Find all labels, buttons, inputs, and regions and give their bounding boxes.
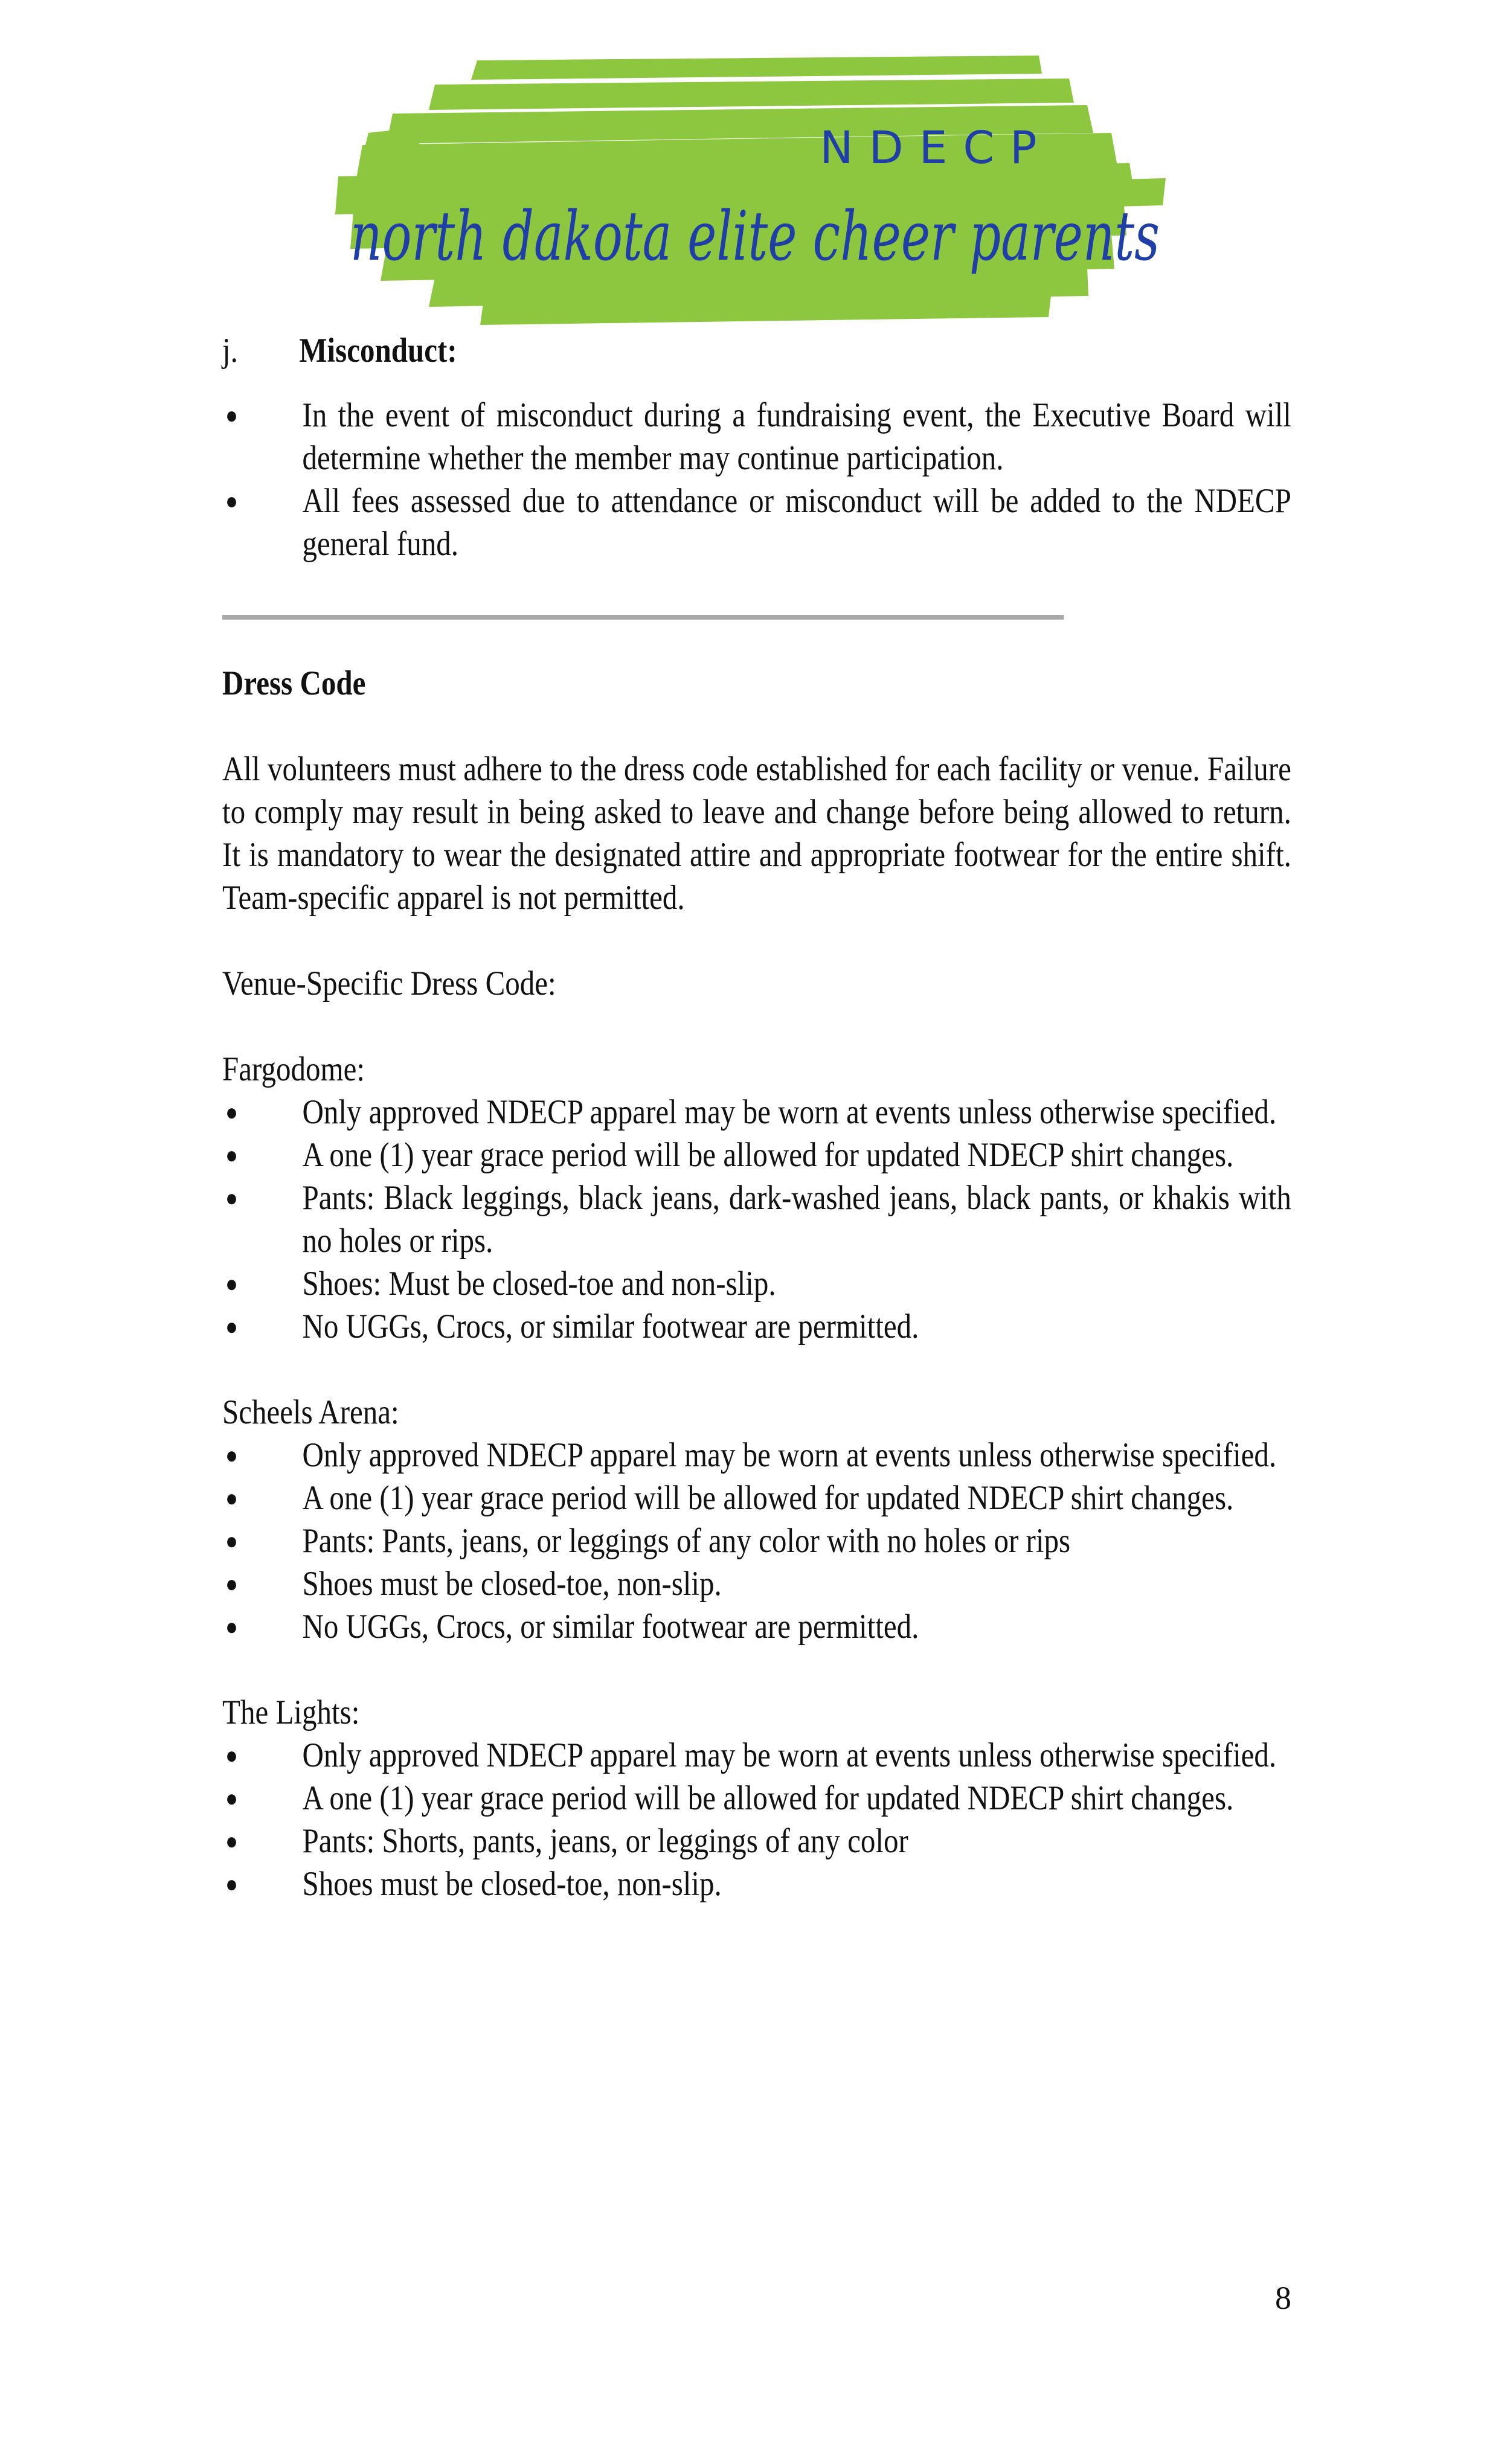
- bullet-icon: ●: [225, 487, 238, 515]
- bullet-icon: ●: [225, 1742, 238, 1769]
- bullet-icon: ●: [225, 1442, 238, 1469]
- list-item-text: Pants: Shorts, pants, jeans, or leggings of any color: [302, 1822, 908, 1860]
- list-item-text: All fees assessed due to attendance or misconduct will be added to the NDECP general fund.: [302, 482, 1291, 563]
- list-item: [222, 1091, 1291, 1134]
- horizontal-divider: [222, 615, 1064, 620]
- venue-specific-label: Venue-Specific Dress Code:: [222, 964, 556, 1003]
- logo-script-text: north dakota elite cheer parents: [350, 197, 1160, 276]
- dress-code-intro: All volunteers must adhere to the dress code established for each facility or venue. Failure to comply may result in being asked to leave and change before being allowed to return. It is mandatory to wear the designated attire and appropriate footwear for the entire shift. Team-specific apparel is not permitted.: [222, 750, 1291, 917]
- list-item: [222, 1134, 1291, 1176]
- bullet-icon: ●: [225, 1484, 238, 1512]
- list-item-text: A one (1) year grace period will be allowed for updated NDECP shirt changes.: [302, 1136, 1234, 1174]
- divider-area: [222, 565, 1291, 662]
- bullet-icon: ●: [225, 1785, 238, 1812]
- list-item: [222, 1820, 1291, 1862]
- list-item: [222, 394, 1291, 480]
- list-item: [222, 1434, 1291, 1477]
- list-item-text: Pants: Pants, jeans, or leggings of any color with no holes or rips: [302, 1522, 1071, 1560]
- venue-name-scheels-arena: Scheels Arena:: [222, 1393, 399, 1431]
- venue-name-fargodome: Fargodome:: [222, 1050, 365, 1088]
- list-item-text: Shoes: Must be closed-toe and non-slip.: [302, 1265, 776, 1303]
- bullet-icon: ●: [225, 1184, 238, 1211]
- list-item-text: Only approved NDECP apparel may be worn at events unless otherwise specified.: [302, 1093, 1277, 1131]
- misconduct-heading-row: [222, 329, 1291, 372]
- logo-graphic: [326, 42, 1184, 344]
- bullet-icon: ●: [225, 1613, 238, 1640]
- bullet-icon: ●: [225, 1827, 238, 1855]
- list-item-text: Only approved NDECP apparel may be worn at events unless otherwise specified.: [302, 1436, 1277, 1474]
- venue-name-the-lights: The Lights:: [222, 1693, 360, 1731]
- list-item: [222, 1562, 1291, 1605]
- list-item: [222, 1734, 1291, 1777]
- list-item: [222, 1305, 1291, 1348]
- list-item: [222, 1477, 1291, 1519]
- dress-code-heading: Dress Code: [222, 664, 366, 702]
- list-item-text: No UGGs, Crocs, or similar footwear are permitted.: [302, 1608, 919, 1646]
- section-marker: j.: [222, 332, 238, 370]
- list-item-text: Only approved NDECP apparel may be worn at events unless otherwise specified.: [302, 1736, 1277, 1774]
- logo-abbr-text: NDECP: [820, 122, 1053, 174]
- list-item-text: Pants: Black leggings, black jeans, dark-washed jeans, black pants, or khakis with no holes or rips.: [302, 1179, 1291, 1260]
- bullet-icon: ●: [225, 1270, 238, 1297]
- ndecp-logo: [326, 42, 1184, 344]
- list-item-text: No UGGs, Crocs, or similar footwear are permitted.: [302, 1307, 919, 1346]
- list-item: [222, 480, 1291, 565]
- bullet-icon: ●: [225, 1570, 238, 1597]
- bullet-icon: ●: [225, 1099, 238, 1126]
- list-item: [222, 1862, 1291, 1905]
- bullet-icon: ●: [225, 1527, 238, 1554]
- bullet-icon: ●: [225, 1141, 238, 1169]
- list-item: [222, 1605, 1291, 1648]
- list-item: [222, 1777, 1291, 1820]
- bullet-icon: ●: [225, 402, 238, 429]
- list-item-text: Shoes must be closed-toe, non-slip.: [302, 1865, 722, 1903]
- list-item: [222, 1176, 1291, 1262]
- list-item-text: Shoes must be closed-toe, non-slip.: [302, 1565, 722, 1603]
- content-column: [222, 329, 1291, 1905]
- list-item-text: A one (1) year grace period will be allowed for updated NDECP shirt changes.: [302, 1479, 1234, 1517]
- list-item-text: A one (1) year grace period will be allowed for updated NDECP shirt changes.: [302, 1779, 1234, 1817]
- bullet-icon: ●: [225, 1870, 238, 1898]
- green-brush-strokes: [335, 56, 1166, 325]
- misconduct-heading: Misconduct:: [299, 332, 457, 370]
- list-item-text: In the event of misconduct during a fundraising event, the Executive Board will determine whether the member may continue participation.: [302, 396, 1291, 477]
- bullet-icon: ●: [225, 1313, 238, 1340]
- list-item: [222, 1262, 1291, 1305]
- page-number: 8: [1275, 2280, 1291, 2316]
- list-item: [222, 1519, 1291, 1562]
